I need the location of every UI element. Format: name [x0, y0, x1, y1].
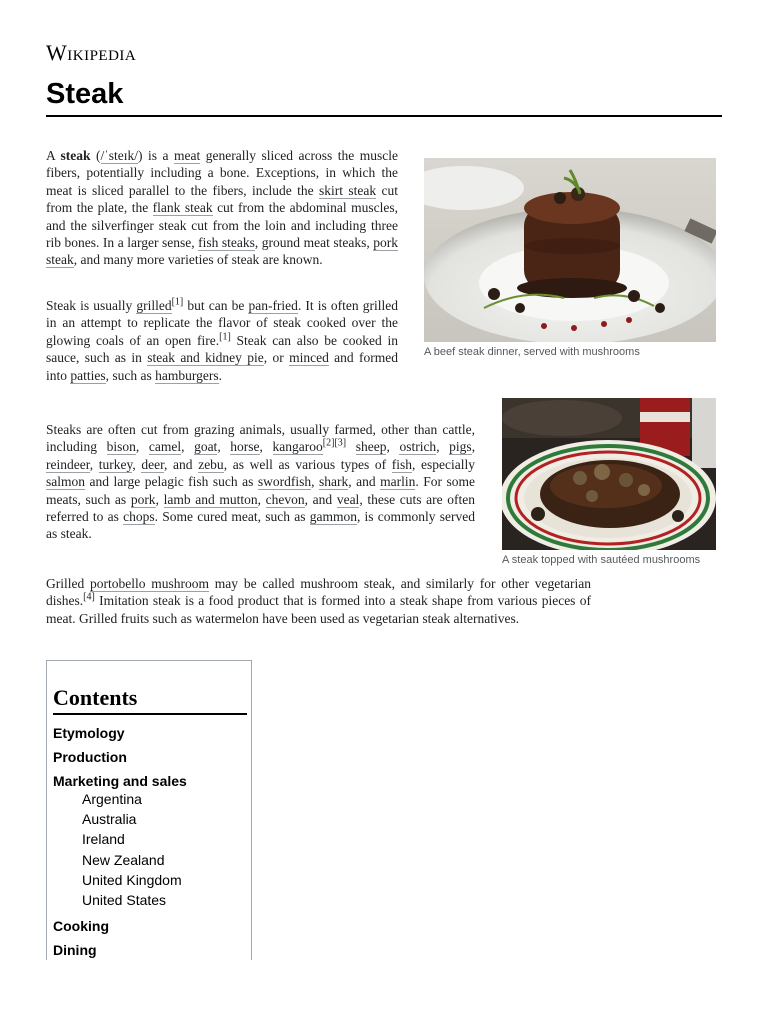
- link-fish[interactable]: fish: [391, 456, 413, 472]
- bold-term: steak: [60, 148, 91, 163]
- link-veal[interactable]: veal: [336, 491, 360, 507]
- wikipedia-wordmark[interactable]: Wikipedia: [46, 40, 137, 65]
- steak-dinner-image[interactable]: [424, 158, 716, 342]
- link-pork[interactable]: pork: [130, 491, 156, 507]
- ipa-link[interactable]: /ˈsteɪk/: [100, 148, 139, 163]
- citation-1[interactable]: [1]: [171, 296, 184, 308]
- link-turkey[interactable]: turkey: [98, 456, 133, 472]
- link-deer[interactable]: deer: [141, 456, 165, 472]
- paragraph-vegetarian: Grilled portobello mushroom may be called mushroom steak, and similarly for other vegetarian dishes.[4] Imitation steak is a food product that is formed into a steak shape from various pieces of meat. Grilled fruits such as watermelon have been used as vegetarian steak alternatives.: [46, 576, 591, 626]
- link-chevon[interactable]: chevon: [265, 491, 305, 507]
- link-reindeer[interactable]: reindeer: [46, 456, 90, 472]
- figure-caption: A beef steak dinner, served with mushrooms: [424, 346, 640, 358]
- link-meat[interactable]: meat: [174, 148, 201, 163]
- citation-4[interactable]: [4]: [83, 591, 95, 603]
- link-skirt-steak[interactable]: skirt steak: [318, 182, 377, 198]
- link-kangaroo[interactable]: kangaroo: [272, 439, 323, 455]
- link-shark[interactable]: shark: [319, 474, 349, 490]
- citation-1b[interactable]: [1]: [219, 331, 231, 343]
- toc-subitem-australia[interactable]: Australia: [82, 811, 137, 828]
- toc-subitem-united-states[interactable]: United States: [82, 892, 167, 909]
- toc-subitem-united-kingdom[interactable]: United Kingdom: [82, 871, 182, 888]
- link-portobello-mushroom[interactable]: portobello mushroom: [90, 576, 210, 591]
- link-ostrich[interactable]: ostrich: [399, 439, 437, 455]
- link-flank-steak[interactable]: flank steak: [152, 200, 213, 216]
- toc-subitem-argentina[interactable]: Argentina: [82, 791, 142, 807]
- paragraph-animals: Steaks are often cut from grazing animals, usually farmed, other than cattle, including bison, camel, goat, horse, kangaroo[2][3] sheep, ostrich, pigs, reindeer, turkey, deer, and zebu, as well as various types of fish, especially salmon and large pelagic fish such as swordfish, shark, and marlin. For some meats, such as pork, lamb and mutton, chevon, and veal, these cuts are often referred to as chops. Some cured meat, such as gammon, is commonly served as steak.: [46, 422, 476, 542]
- link-pan-fried[interactable]: pan-fried: [248, 298, 298, 313]
- toc-title: Contents: [53, 685, 247, 715]
- toc-item-etymology[interactable]: Etymology: [53, 725, 125, 741]
- paragraph-intro: A steak (/ˈsteɪk/) is a meat generally sliced across the muscle fibers, potentially including a bone. Exceptions, in which the meat is sliced parallel to the fibers, include the skirt steak cut from the plate, the flank steak cut from the abdominal muscles, and the silverfinger steak cut from the loin and including three rib bones. In a larger sense, fish steaks, ground meat steaks, pork steak, and many more varieties of steak are known.: [46, 148, 399, 268]
- link-fish-steaks[interactable]: fish steaks: [198, 235, 255, 251]
- link-salmon[interactable]: salmon: [46, 474, 85, 490]
- link-pork-steak[interactable]: pork steak: [46, 235, 398, 268]
- link-chops[interactable]: chops: [123, 509, 155, 525]
- link-hamburgers[interactable]: hamburgers: [155, 367, 219, 383]
- toc-subitem-ireland[interactable]: Ireland: [82, 831, 125, 848]
- link-marlin[interactable]: marlin: [380, 474, 416, 490]
- link-gammon[interactable]: gammon: [309, 509, 357, 525]
- figure-steak-mushrooms: [502, 398, 716, 568]
- link-sheep[interactable]: sheep: [355, 439, 387, 455]
- link-pigs[interactable]: pigs: [449, 439, 472, 455]
- toc-subitem-new-zealand[interactable]: New Zealand: [82, 851, 165, 868]
- figure-beef-steak-dinner: [424, 158, 716, 360]
- page-title: Steak: [46, 78, 722, 117]
- figure-caption: A steak topped with sautéed mushrooms: [502, 554, 701, 566]
- link-horse[interactable]: horse: [230, 439, 260, 455]
- paragraph-cooking: Steak is usually grilled[1] but can be pan-fried. It is often grilled in an attempt to replicate the flavor of steak cooked over the glowing coals of an open fire.[1] Steak can also be cooked in sauce, such as in steak and kidney pie, or minced and formed into patties, such as hamburgers.: [46, 296, 399, 383]
- toc-item-production[interactable]: Production: [53, 749, 127, 765]
- link-steak-kidney-pie[interactable]: steak and kidney pie: [147, 350, 264, 366]
- link-camel[interactable]: camel: [148, 439, 182, 455]
- link-grilled[interactable]: grilled: [136, 298, 172, 313]
- toc-item-dining[interactable]: Dining: [53, 942, 97, 959]
- toc-item-marketing-and-sales[interactable]: Marketing and sales: [53, 773, 187, 789]
- citation-2-3[interactable]: [2][3]: [322, 437, 347, 449]
- link-patties[interactable]: patties: [70, 367, 106, 383]
- link-swordfish[interactable]: swordfish: [257, 474, 312, 490]
- link-minced[interactable]: minced: [289, 350, 329, 366]
- link-lamb-and-mutton[interactable]: lamb and mutton: [163, 491, 258, 507]
- steak-mushrooms-image[interactable]: [502, 398, 716, 550]
- link-bison[interactable]: bison: [106, 439, 136, 455]
- table-of-contents: [46, 660, 252, 960]
- toc-item-cooking[interactable]: Cooking: [53, 918, 109, 935]
- toc-list: [53, 721, 249, 962]
- link-zebu[interactable]: zebu: [198, 456, 224, 472]
- link-goat[interactable]: goat: [194, 439, 218, 455]
